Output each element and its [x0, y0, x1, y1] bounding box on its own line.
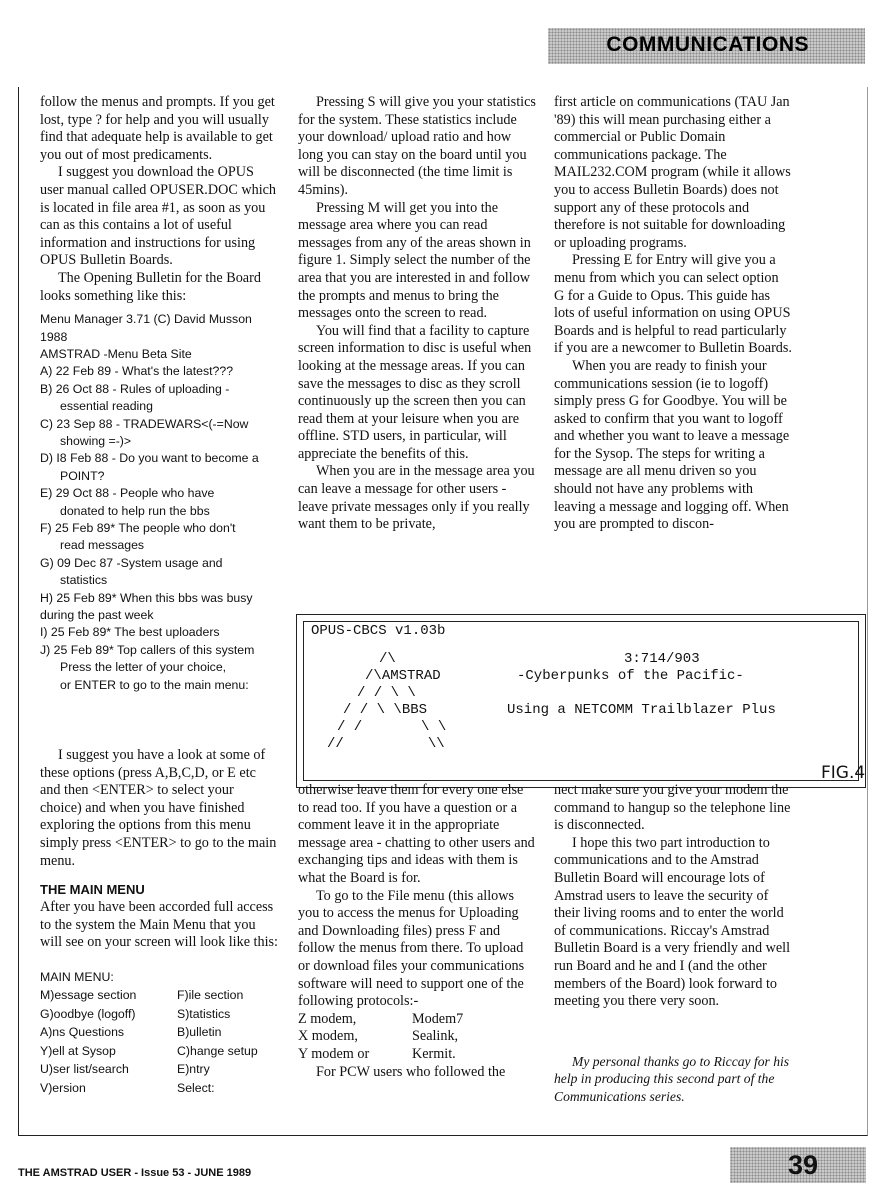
lower2-paragraph-3: For PCW users who followed the [316, 1063, 506, 1080]
page-number: 39 [788, 1150, 819, 1180]
opening-bulletin [40, 311, 278, 694]
column-1 [40, 94, 278, 694]
bulletin-line: I) 25 Feb 89* The best uploaders [40, 625, 220, 640]
lower-column-2 [298, 782, 536, 1081]
menu-entry: Select: [177, 1080, 215, 1095]
lower2-paragraph-2: To go to the File menu (this allows you to access the menus for Uploading and Downloading files) press F and follow the menus from there. To upload or download files your communications software will need to support one of the following protocols:- [298, 887, 525, 1010]
bulletin-line: Menu Manager 3.71 (C) David Musson 1988 [40, 312, 252, 344]
figure-logo-amstrad: AMSTRAD [381, 668, 441, 684]
section-heading: THE MAIN MENU [40, 882, 145, 898]
column-2 [298, 94, 536, 534]
protocol-name: Y modem or [298, 1045, 370, 1062]
menu-entry: Y)ell at Sysop [40, 1043, 116, 1058]
ascii-art-line: / / \ \ [357, 685, 416, 701]
bulletin-line: J) 25 Feb 89* Top callers of this system [40, 642, 255, 657]
lower3-paragraph-1: nect make sure you give your modem the command to hangup so the telephone line is disconnected. [554, 782, 791, 834]
protocol-name: X modem, [298, 1028, 358, 1045]
menu-entry: G)oodbye (logoff) [40, 1006, 136, 1021]
bulletin-line: during the past week [40, 608, 154, 623]
figure-modem-line: Using a NETCOMM Trailblazer Plus [507, 702, 776, 718]
menu-entry: C)hange setup [177, 1043, 258, 1058]
bulletin-line: or ENTER to go to the main menu: [60, 677, 249, 692]
col3-paragraph-1: first article on communications (TAU Jan '89) this will mean purchasing either a commercial or Public Domain communications package. The MAIL232.COM program (while it allows you to access Bulletin Boards) does not support any of these protocols and therefore is not suitable for downloading or uploading programs. [554, 94, 791, 251]
bulletin-line: H) 25 Feb 89* When this bbs was busy [40, 590, 253, 605]
protocol-name: Modem7 [412, 1010, 464, 1027]
bulletin-line: Press the letter of your choice, [60, 660, 227, 675]
figure-screen-capture [296, 614, 866, 788]
bulletin-line: D) I8 Feb 88 - Do you want to become a [40, 451, 259, 466]
bulletin-line: E) 29 Oct 88 - People who have [40, 486, 215, 501]
lower3-paragraph-2: I hope this two part introduction to communications and to the Amstrad Bulletin Board will encourage lots of Amstrad users to leave the security of their living rooms and to enter the world of communications. Riccay's Amstrad Bulletin Board is a very friendly and well run Board and he and I (and the other members of the Board) look forward to meeting you there very soon. [554, 834, 791, 1010]
col3-paragraph-2: Pressing E for Entry will give you a menu from which you can select option G for a Guide to Opus. This guide has lots of useful information on using OPUS Boards and is helpful to read particularly if you are a newcomer to Bulletin Boards. [554, 252, 792, 357]
ascii-art-line: /\ [379, 651, 396, 667]
col2-paragraph-4: When you are in the message area you can leave a message for other users - leave private messages only if you really want them to be private, [298, 463, 535, 533]
lower-column-1 [40, 747, 278, 1097]
menu-entry: S)tatistics [177, 1006, 231, 1021]
figure-title: OPUS-CBCS v1.03b [311, 623, 446, 639]
menu-entry: B)ulletin [177, 1025, 222, 1040]
ascii-art-line: / / \ \ [337, 719, 447, 735]
section-title: COMMUNICATIONS [606, 33, 809, 56]
main-menu-row [40, 986, 278, 1005]
page-number-box [730, 1147, 866, 1183]
protocol-name: Z modem, [298, 1010, 357, 1027]
col2-paragraph-2: Pressing M will get you into the message area where you can read messages from any of the areas shown in figure 1. Simply select the number of the area that you are interested in and follow the prompts and menus to bring the messages onto the screen to read. [298, 199, 531, 322]
menu-entry: V)ersion [40, 1080, 86, 1095]
main-menu-row [40, 1042, 278, 1061]
main-menu-row [40, 1079, 278, 1098]
column-3 [554, 94, 792, 534]
menu-entry: E)ntry [177, 1062, 210, 1077]
menu-entry: M)essage section [40, 988, 137, 1003]
protocol-list [298, 1011, 536, 1064]
col2-paragraph-3: You will find that a facility to capture screen information to disc is useful when looking at the message areas. If you can save the messages to disc as they scroll continuously up the screen then you can read them at your leisure when you are offline. STD users, in particular, will appreciate the benefits of this. [298, 322, 532, 462]
bulletin-line: B) 26 Oct 88 - Rules of uploading - [40, 381, 230, 396]
bulletin-line: donated to help run the bbs [60, 503, 210, 518]
menu-entry: A)ns Questions [40, 1025, 125, 1040]
bulletin-line: AMSTRAD -Menu Beta Site [40, 346, 192, 361]
main-menu-row [40, 1023, 278, 1042]
menu-entry: U)ser list/search [40, 1062, 129, 1077]
main-menu-title: MAIN MENU: [40, 969, 114, 984]
figure-logo-bbs: BBS [401, 702, 428, 718]
lower1-paragraph-2: After you have been accorded full access to the system the Main Menu that you will see on your screen will look like this: [40, 899, 278, 951]
col1-paragraph-3: The Opening Bulletin for the Board looks something like this: [40, 269, 261, 304]
section-banner [548, 28, 865, 64]
bulletin-line: POINT? [60, 468, 105, 483]
main-menu-row [40, 1005, 278, 1024]
main-menu-row [40, 1060, 278, 1079]
figure-label: FIG.4 [821, 763, 866, 783]
protocol-name: Kermit. [412, 1045, 456, 1062]
bulletin-line: A) 22 Feb 89 - What's the latest??? [40, 364, 234, 379]
lower2-paragraph-1: otherwise leave them for every one else to read too. If you have a question or a comment leave it in the appropriate message area - chatting to other users and exchanging tips and ideas with them is what the Board is for. [298, 782, 535, 886]
ascii-art-line: /\AMSTRAD [365, 668, 441, 684]
lower1-paragraph-1: I suggest you have a look at some of these options (press A,B,C,D, or E etc and then <ENTER> to select your choice) and when you have finished exploring the options from this menu simply press <ENTER> to go to the main menu. [40, 747, 277, 869]
bulletin-line: essential reading [60, 399, 153, 414]
figure-node-address: 3:714/903 [624, 651, 700, 667]
figure-inner-border [303, 621, 859, 781]
footer-issue-line: THE AMSTRAD USER - Issue 53 - JUNE 1989 [18, 1167, 252, 1179]
ascii-art-line: / / \ \BBS [343, 702, 428, 718]
bulletin-line: read messages [60, 538, 145, 553]
acknowledgement: My personal thanks go to Riccay for his help in producing this second part of the Communications series. [554, 1053, 790, 1104]
lower-column-3 [554, 782, 792, 1106]
bulletin-line: F) 25 Feb 89* The people who don't [40, 521, 236, 535]
bulletin-line: statistics [60, 573, 108, 588]
menu-entry: F)ile section [177, 988, 244, 1003]
col1-paragraph-1: follow the menus and prompts. If you get lost, type ? for help and you will usually find that adequate help is available to get you out of most predicaments. [40, 94, 275, 163]
protocol-row [298, 1028, 536, 1046]
bulletin-line: C) 23 Sep 88 - TRADEWARS<(-=Now [40, 416, 249, 431]
col2-paragraph-1: Pressing S will give you your statistics for the system. These statistics include your download/ upload ratio and how long you can stay on the board until you will be disconnected (the time limit is 45mins). [298, 94, 536, 198]
protocol-name: Sealink, [412, 1028, 459, 1045]
protocol-row [298, 1011, 536, 1029]
bulletin-line: showing =-)> [60, 433, 132, 448]
main-menu-listing [40, 968, 278, 1098]
ascii-art-line: // \\ [327, 736, 445, 752]
bulletin-line: G) 09 Dec 87 -System usage and [40, 555, 223, 570]
figure-board-name: -Cyberpunks of the Pacific- [517, 668, 744, 684]
col3-paragraph-3: When you are ready to finish your communications session (ie to logoff) simply press G for Goodbye. You will be asked to confirm that you want to logoff and whether you want to leave a message for the Sysop. The steps for writing a message are all menu driven so you should not have any problems with leaving a message and logging off. When you are prompted to discon- [554, 357, 790, 533]
col1-paragraph-2: I suggest you download the OPUS user manual called OPUSER.DOC which is located in file area #1, as soon as you can as this contains a lot of useful information and instructions for using OPUS Bulletin Boards. [40, 164, 277, 269]
protocol-row [298, 1046, 536, 1064]
